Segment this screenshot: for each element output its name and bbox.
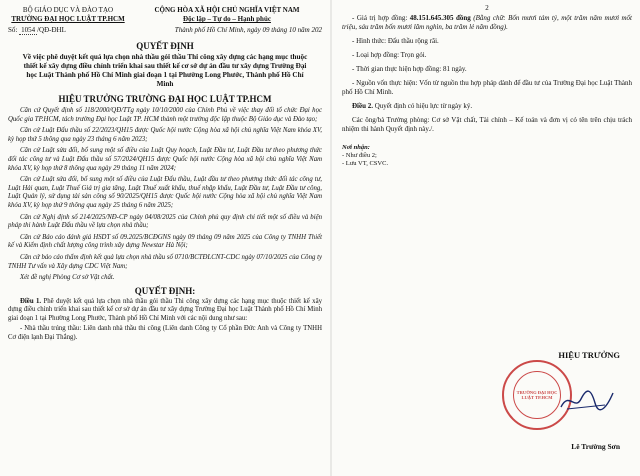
legal-basis: Căn cứ Luật Đấu thầu số 22/2023/QH15 được Quốc hội nước Cộng hòa xã hội chủ nghĩa Việt Nam khóa XV, kỳ họp thứ 5 thông qua ngày 23 tháng 6 năm 2023; [8,127,322,143]
contract-duration: - Thời gian thực hiện hợp đồng: 81 ngày. [352,65,467,73]
seal-inner [513,371,561,419]
legal-basis: Xét đề nghị Phòng Cơ sở Vật chất. [20,274,115,282]
issuing-authority: HIỆU TRƯỞNG TRƯỜNG ĐẠI HỌC LUẬT TP.HCM [58,94,272,104]
republic-name: CỘNG HÒA XÃ HỘI CHỦ NGHĨA VIỆT NAM [154,6,300,14]
decides-heading: QUYẾT ĐỊNH: [134,285,196,296]
recipient-item: - Lưu VT, CSVC. [342,160,389,167]
winning-contractor: - Nhà thầu trúng thầu: Liên danh nhà thầu thi công (Liên danh Công ty Cổ phần Đức Anh và Công ty TNHH Cơ điện lạnh Đại Thắng). [8,325,322,342]
article-1: Điều 1. Phê duyệt kết quả lựa chọn nhà thầu gói thầu Thi công xây dựng các hạng mục thuộc thiết kế xây dựng điều chỉnh triển khai sau thiết kế cơ sở dự án đầu tư xây dựng Trường Đại học Luật Thành phố Hồ Chí Minh giai đoạn 1 tại Phường Long Phước, Thành phố Hồ Chí Minh với các nội dung như sau: [8,297,322,322]
signer-title: HIỆU TRƯỞNG [558,350,620,360]
executors-clause: Các ông/bà Trưởng phòng: Cơ sở Vật chất, Tài chính – Kế toán và đơn vị có tên trên chịu trách nhiệm thi hành Quyết định này./. [342,116,632,133]
ministry-name: BỘ GIÁO DỤC VÀ ĐÀO TẠO [22,6,114,14]
decision-page-2 [332,0,640,476]
tender-form: - Hình thức: Đấu thầu rộng rãi. [352,37,439,45]
funding-source: - Nguồn vốn thực hiện: Vốn từ nguồn thu hợp pháp dành để đầu tư của Trường Đại học Luật Thành phố Hồ Chí Minh. [342,79,632,96]
document-subtitle: Về việc phê duyệt kết quả lựa chọn nhà thầu gói thầu Thi công xây dựng các hạng mục thuộc thiết kế xây dựng điều chỉnh triển khai sau thiết kế cơ sở dự án đầu tư xây dựng Trường Đại học Luật Thành phố Hồ Chí Minh giai đoạn 1 tại Phường Long Phước, Thành phố Hồ Chí Minh [22,53,308,88]
legal-basis: Căn cứ Nghị định số 214/2025/NĐ-CP ngày 04/08/2025 của Chính phủ quy định chi tiết một số điều và biện pháp thi hành Luật Đấu thầu về lựa chọn nhà thầu; [8,213,322,230]
recipients-block [342,144,632,168]
article-2: Điều 2. Quyết định có hiệu lực từ ngày ký. [352,102,473,110]
number-date-line [8,26,322,35]
signer-name: Lê Trường Sơn [571,442,620,451]
signature-icon [557,385,617,415]
legal-bases [8,107,322,283]
document-header [8,6,322,24]
legal-basis: Căn cứ Luật sửa đổi, bổ sung một số điều của Luật Đấu thầu, Luật đầu tư theo phương thức đối tác công tư, Luật Hải quan, Luật Thuế Giá trị gia tăng, Luật Thuế xuất khẩu, thuế nhập khẩu, Luật Đầu tư, Luật Đầu tư công, Luật Quản lý, sử dụng tài sản công số 90/2025/QH15 được Quốc hội nước Cộng hòa xã hội chủ nghĩa Việt Nam khóa XV, kỳ họp thứ 9 thông qua ngày 25 tháng 6 năm 2025; [8,176,322,209]
recipient-item: - Như điều 2; [342,152,377,159]
document-number: Số: 1054 /QĐ-ĐHL [8,26,66,34]
contract-value-words: (Bằng chữ: Bốn mươi tám tỷ, một trăm năm mươi mốt triệu, sáu trăm bốn mươi lăm nghìn, ba trăm lẻ năm đồng). [342,14,633,31]
contract-value: - Giá trị hợp đồng: 48.151.645.305 đồng (Bằng chữ: Bốn mươi tám tỷ, một trăm năm mươi mốt triệu, sáu trăm bốn mươi lăm nghìn, ba trăm lẻ năm đồng). [342,14,633,31]
national-motto: Độc lập – Tự do – Hạnh phúc [183,15,271,23]
legal-basis: Căn cứ báo cáo thẩm định kết quả lựa chọn nhà thầu số 0710/BCTĐLCNT-CDC ngày 07/10/2025 của Công ty TNHH Tư vấn và Xây dựng CDC Việt Nam; [8,253,322,270]
seal-text: TRƯỜNG ĐẠI HỌC LUẬT TP.HCM [516,390,558,400]
legal-basis: Căn cứ Báo cáo đánh giá HSDT số 09.2025/BCĐGNS ngày 09 tháng 09 năm 2025 của Công ty TNHH Thiết kế và Kiểm định chất lượng công trình xây dựng Newstar Hà Nội; [8,233,322,250]
recipients-title: Nơi nhận: [342,144,370,151]
legal-basis: Căn cứ Luật sửa đổi, bổ sung một số điều của Luật Quy hoạch, Luật Đầu tư, Luật Đầu tư theo phương thức đối tác công tư và Luật Đấu thầu số 57/2024/QH15 được Quốc hội nước Cộng hòa xã hội chủ nghĩa Việt Nam khóa XV, kỳ họp thứ 8 thông qua ngày 29 tháng 11 năm 2024; [8,147,322,172]
university-name: TRƯỜNG ĐẠI HỌC LUẬT TP.HCM [11,15,125,23]
legal-basis: Căn cứ Quyết định số 118/2000/QĐ/TTg ngày 10/10/2000 của Chính Phủ về việc thay đổi tổ chức Đại học Quốc gia TP.HCM, tách trường Đại học Luật TP. HCM thành một trường độc lập thuộc Bộ Giáo dục và Đào tạo; [8,107,322,123]
contract-type: - Loại hợp đồng: Trọn gói. [352,51,427,59]
document-title: QUYẾT ĐỊNH [136,41,194,51]
contract-value-amount: 48.151.645.305 đồng [409,14,471,22]
document-date: Thành phố Hồ Chí Minh, ngày 09 tháng 10 năm 202 [174,26,322,34]
page-number: 2 [485,4,489,12]
